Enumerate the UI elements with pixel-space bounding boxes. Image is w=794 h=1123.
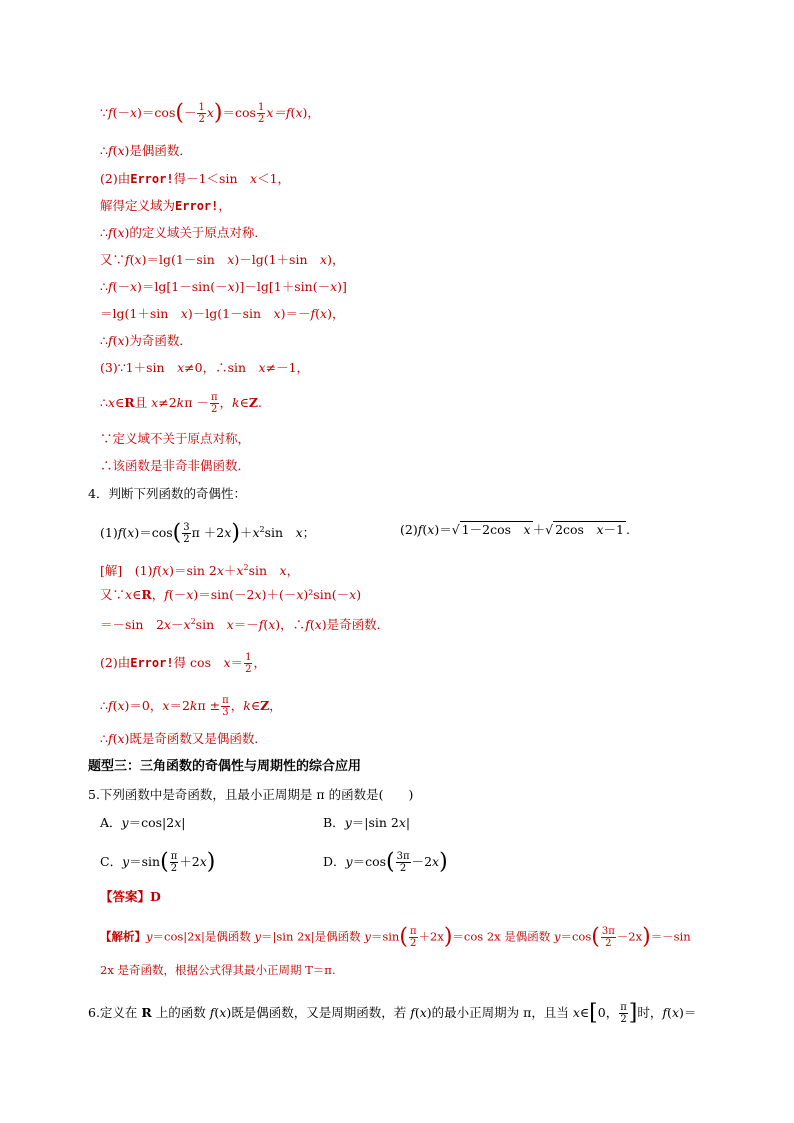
- fraction: $\frac{\pi}{2}$: [210, 392, 218, 415]
- question-4-part-1: (1)f(x)＝cos( $\frac{3}{2}$ $\pi +2x)+x^2\sin$ x；: [100, 520, 316, 546]
- fraction: $\frac{\pi}{2}$: [170, 851, 178, 874]
- right-paren: ): [213, 100, 223, 126]
- solution-4-line-3: ＝－sin $2x-x^2\sin$ x＝－f(x)，∴f(x)是奇函数．: [100, 617, 390, 633]
- fraction: $\frac{\pi}{3}$: [222, 695, 229, 718]
- sqrt-expression-1: 1－2cos x: [461, 522, 531, 537]
- solution-line-11: ∴x∈R且 x≠2kπ － $\frac{\pi}{2}$ ，k∈Z.: [100, 392, 262, 415]
- solution-line-13: ∴该函数是非奇非偶函数．: [100, 458, 251, 473]
- right-paren: ): [443, 924, 453, 950]
- analysis-line-2: 2x 是奇函数，根据公式得其最小正周期 T＝π.: [100, 963, 336, 977]
- fraction: $\frac{1}{2}$: [245, 652, 252, 675]
- option-c: C．y＝sin( $\frac{\pi}{2}$ ＋2x): [100, 849, 216, 875]
- option-a: A．y＝cos|2x|: [100, 815, 186, 830]
- left-paren: (: [172, 520, 182, 546]
- analysis-line-1: 【解析】y＝cos|2x|是偶函数 y＝|sin 2x|是偶函数 y＝sin( $\frac{\pi}{2}$ ＋2x)＝cos 2x 是偶函数 y＝cos( $\frac{3\pi}{2}$ －2x)＝－sin: [100, 924, 691, 950]
- solution-line-1: ∵f(－x)＝cos(－ $\frac{1}{2}$ x)＝cos $\frac{1}{2}$ x＝f(x)，: [100, 100, 320, 126]
- solution-4-line-2: 又∵x∈R，f(－x)＝sin(－2x)＋(－x)²sin(－x): [100, 587, 362, 602]
- solution-4-line-4: (2)由Error!得 cos x＝ $\frac{1}{2}$ ，: [100, 652, 266, 675]
- solution-4-line-6: ∴f(x)既是奇函数又是偶函数．: [100, 731, 267, 746]
- fraction: $\frac{3}{2}$: [183, 522, 190, 546]
- sqrt-expression-2: 2cos x－1: [555, 522, 624, 537]
- question-5: 5.下列函数中是奇函数，且最小正周期是 π 的函数是( ): [88, 787, 414, 802]
- solution-4-line-5: ∴f(x)＝0，x＝2kπ ± $\frac{\pi}{3}$ ，k∈Z，: [100, 695, 282, 718]
- solution-line-5: ∴f(x)的定义域关于原点对称．: [100, 225, 267, 240]
- question-4-part-2: (2)f(x)＝√ 1－2cos x ＋√ 2cos x－1 .: [400, 522, 630, 537]
- option-d: D．y＝cos( $\frac{3\pi}{2}$ －2x): [323, 849, 448, 875]
- solution-line-9: ∴f(x)为奇函数．: [100, 333, 192, 348]
- fraction: $\frac{1}{2}$: [257, 102, 265, 125]
- question-4: 4．判断下列函数的奇偶性：: [88, 486, 246, 501]
- right-paren: ): [642, 924, 651, 950]
- solution-line-2: ∴f(x)是偶函数．: [100, 143, 192, 158]
- left-bracket: [: [589, 1000, 598, 1026]
- question-6: 6.定义在 R 上的函数 f(x)既是偶函数，又是周期函数，若 f(x)的最小正周期为 π，且当 x∈[0， $\frac{\pi}{2}$ ]时，f(x)＝: [88, 1000, 697, 1026]
- solution-line-3: (2)由Error!得－1＜sin x＜1，: [100, 171, 291, 186]
- solution-4-line-1: [解] (1)f(x)＝sin $2x+x^2\sin$ x，: [100, 563, 300, 579]
- fraction: $\frac{\pi}{2}$: [620, 1002, 627, 1025]
- section-heading: 题型三：三角函数的奇偶性与周期性的综合应用: [88, 759, 362, 774]
- left-paren: (: [386, 849, 395, 875]
- left-paren: (: [399, 924, 408, 950]
- solution-line-6: 又∵f(x)＝lg(1－sin x)－lg(1＋sin x)，: [100, 252, 345, 267]
- option-b: B．y＝|sin 2x|: [323, 815, 411, 830]
- fraction: $\frac{3\pi}{2}$: [396, 851, 410, 874]
- fraction: $\frac{1}{2}$: [198, 102, 205, 125]
- solution-line-4: 解得定义域为Error!，: [100, 198, 231, 213]
- right-bracket: ]: [628, 1000, 638, 1026]
- fraction: $\frac{3\pi}{2}$: [601, 926, 615, 949]
- left-paren: (: [591, 924, 600, 950]
- answer: 【答案】D: [100, 889, 161, 904]
- solution-line-10: (3)∵1＋sin x≠0，∴sin x≠－1，: [100, 360, 310, 375]
- right-paren: ): [439, 849, 448, 875]
- right-paren: ): [206, 849, 216, 875]
- solution-line-12: ∵定义域不关于原点对称，: [100, 431, 251, 446]
- left-paren: (: [160, 849, 169, 875]
- solution-line-7: ∴f(－x)＝lg[1－sin(－x)]－lg[1＋sin(－x)]: [100, 279, 347, 294]
- left-paren: (: [175, 100, 184, 126]
- solution-line-8: ＝lg(1＋sin x)－lg(1－sin x)＝－f(x)，: [100, 306, 345, 321]
- fraction: $\frac{\pi}{2}$: [409, 926, 417, 949]
- right-paren: ): [231, 520, 240, 546]
